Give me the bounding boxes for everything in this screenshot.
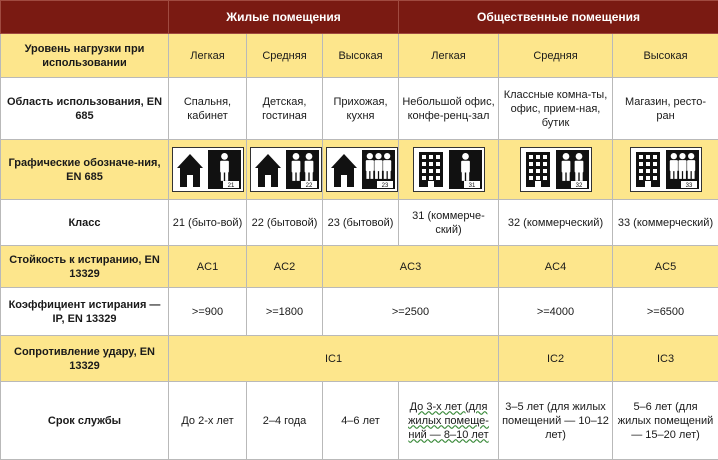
row-label: Срок службы [1, 382, 169, 460]
symbol-svg [414, 148, 484, 191]
table-cell: Прихожая, кухня [323, 78, 399, 140]
row-symbols [1, 140, 718, 200]
symbol-icon [413, 147, 485, 192]
symbol-cell [613, 140, 718, 200]
table-cell: Небольшой офис, конфе-ренц-зал [399, 78, 499, 140]
table-cell: 23 (бытовой) [323, 200, 399, 246]
symbol-number: 32 [575, 183, 582, 189]
symbol-cell [399, 140, 499, 200]
three-people-icon [362, 150, 395, 189]
symbol-icon [326, 147, 398, 192]
header-corner [1, 1, 169, 34]
table-cell: >=1800 [247, 288, 323, 336]
row-coef [1, 288, 718, 336]
table-cell: 22 (бытовой) [247, 200, 323, 246]
header-residential: Жилые помещения [169, 1, 399, 34]
table-cell: 31 (коммерче-ский) [399, 200, 499, 246]
row-service-life [1, 382, 718, 460]
row-label: Стойкость к истиранию, EN 13329 [1, 246, 169, 288]
table-cell: AC3 [323, 246, 499, 288]
symbol-cell [169, 140, 247, 200]
table-cell: >=2500 [323, 288, 499, 336]
row-label: Класс [1, 200, 169, 246]
one-person-icon [449, 150, 482, 189]
header-public: Общественные помещения [399, 1, 718, 34]
table-cell: Легкая [169, 34, 247, 78]
table-cell: Легкая [399, 34, 499, 78]
symbol-svg [173, 148, 243, 191]
two-people-icon [556, 150, 589, 189]
table-cell: IC3 [613, 336, 718, 382]
three-people-icon [666, 150, 699, 189]
symbol-number: 31 [468, 183, 475, 189]
row-label: Коэффициент истирания — IP, EN 13329 [1, 288, 169, 336]
table-cell: Детская, гостиная [247, 78, 323, 140]
row-impact [1, 336, 718, 382]
symbol-number: 22 [305, 183, 313, 189]
symbol-svg [327, 148, 397, 191]
one-person-icon [208, 150, 241, 189]
table-cell: 5–6 лет (для жилых помещений — 15–20 лет) [613, 382, 718, 460]
table-cell: Высокая [323, 34, 399, 78]
symbol-svg [251, 148, 321, 191]
table-cell: 3–5 лет (для жилых помещений — 10–12 лет) [499, 382, 613, 460]
table-cell: AC5 [613, 246, 718, 288]
table-cell: >=900 [169, 288, 247, 336]
table-cell: Спальня, кабинет [169, 78, 247, 140]
table-cell: До 3-х лет (для жилых помеще-ний — 8–10 лет [399, 382, 499, 460]
row-area [1, 78, 718, 140]
table-cell: Классные комна-ты, офис, прием-ная, бутик [499, 78, 613, 140]
table-cell: До 2-х лет [169, 382, 247, 460]
symbol-number: 21 [227, 183, 235, 189]
row-load-level [1, 34, 718, 78]
table-cell: >=6500 [613, 288, 718, 336]
symbol-icon [250, 147, 322, 192]
office-building-icon [526, 152, 550, 187]
table-cell: 4–6 лет [323, 382, 399, 460]
table-cell: 2–4 года [247, 382, 323, 460]
symbol-icon [172, 147, 244, 192]
table-cell: 33 (коммерческий) [613, 200, 718, 246]
table-cell: IC2 [499, 336, 613, 382]
symbol-icon [520, 147, 592, 192]
symbol-icon [630, 147, 702, 192]
house-icon [331, 154, 357, 187]
row-label: Сопротивление удару, EN 13329 [1, 336, 169, 382]
table-cell: IC1 [169, 336, 499, 382]
table-cell: Средняя [499, 34, 613, 78]
symbol-number: 23 [381, 183, 389, 189]
row-label: Уровень нагрузки при использовании [1, 34, 169, 78]
table-cell: Высокая [613, 34, 718, 78]
symbol-cell [499, 140, 613, 200]
row-label: Область использования, EN 685 [1, 78, 169, 140]
table-cell: Средняя [247, 34, 323, 78]
table-cell: 21 (быто-вой) [169, 200, 247, 246]
symbol-number: 33 [685, 183, 692, 189]
symbol-svg [521, 148, 591, 191]
row-label: Графические обозначе-ния, EN 685 [1, 140, 169, 200]
table-cell: >=4000 [499, 288, 613, 336]
symbol-cell [247, 140, 323, 200]
house-icon [255, 154, 281, 187]
table-cell: Магазин, ресто-ран [613, 78, 718, 140]
table-cell: AC1 [169, 246, 247, 288]
table-cell: AC2 [247, 246, 323, 288]
table-cell: AC4 [499, 246, 613, 288]
row-class [1, 200, 718, 246]
two-people-icon [286, 150, 319, 189]
row-abrasion [1, 246, 718, 288]
office-building-icon [419, 152, 443, 187]
symbol-svg [631, 148, 701, 191]
table-cell: 32 (коммерческий) [499, 200, 613, 246]
house-icon [177, 154, 203, 187]
header-row [1, 1, 718, 34]
office-building-icon [636, 152, 660, 187]
symbol-cell [323, 140, 399, 200]
